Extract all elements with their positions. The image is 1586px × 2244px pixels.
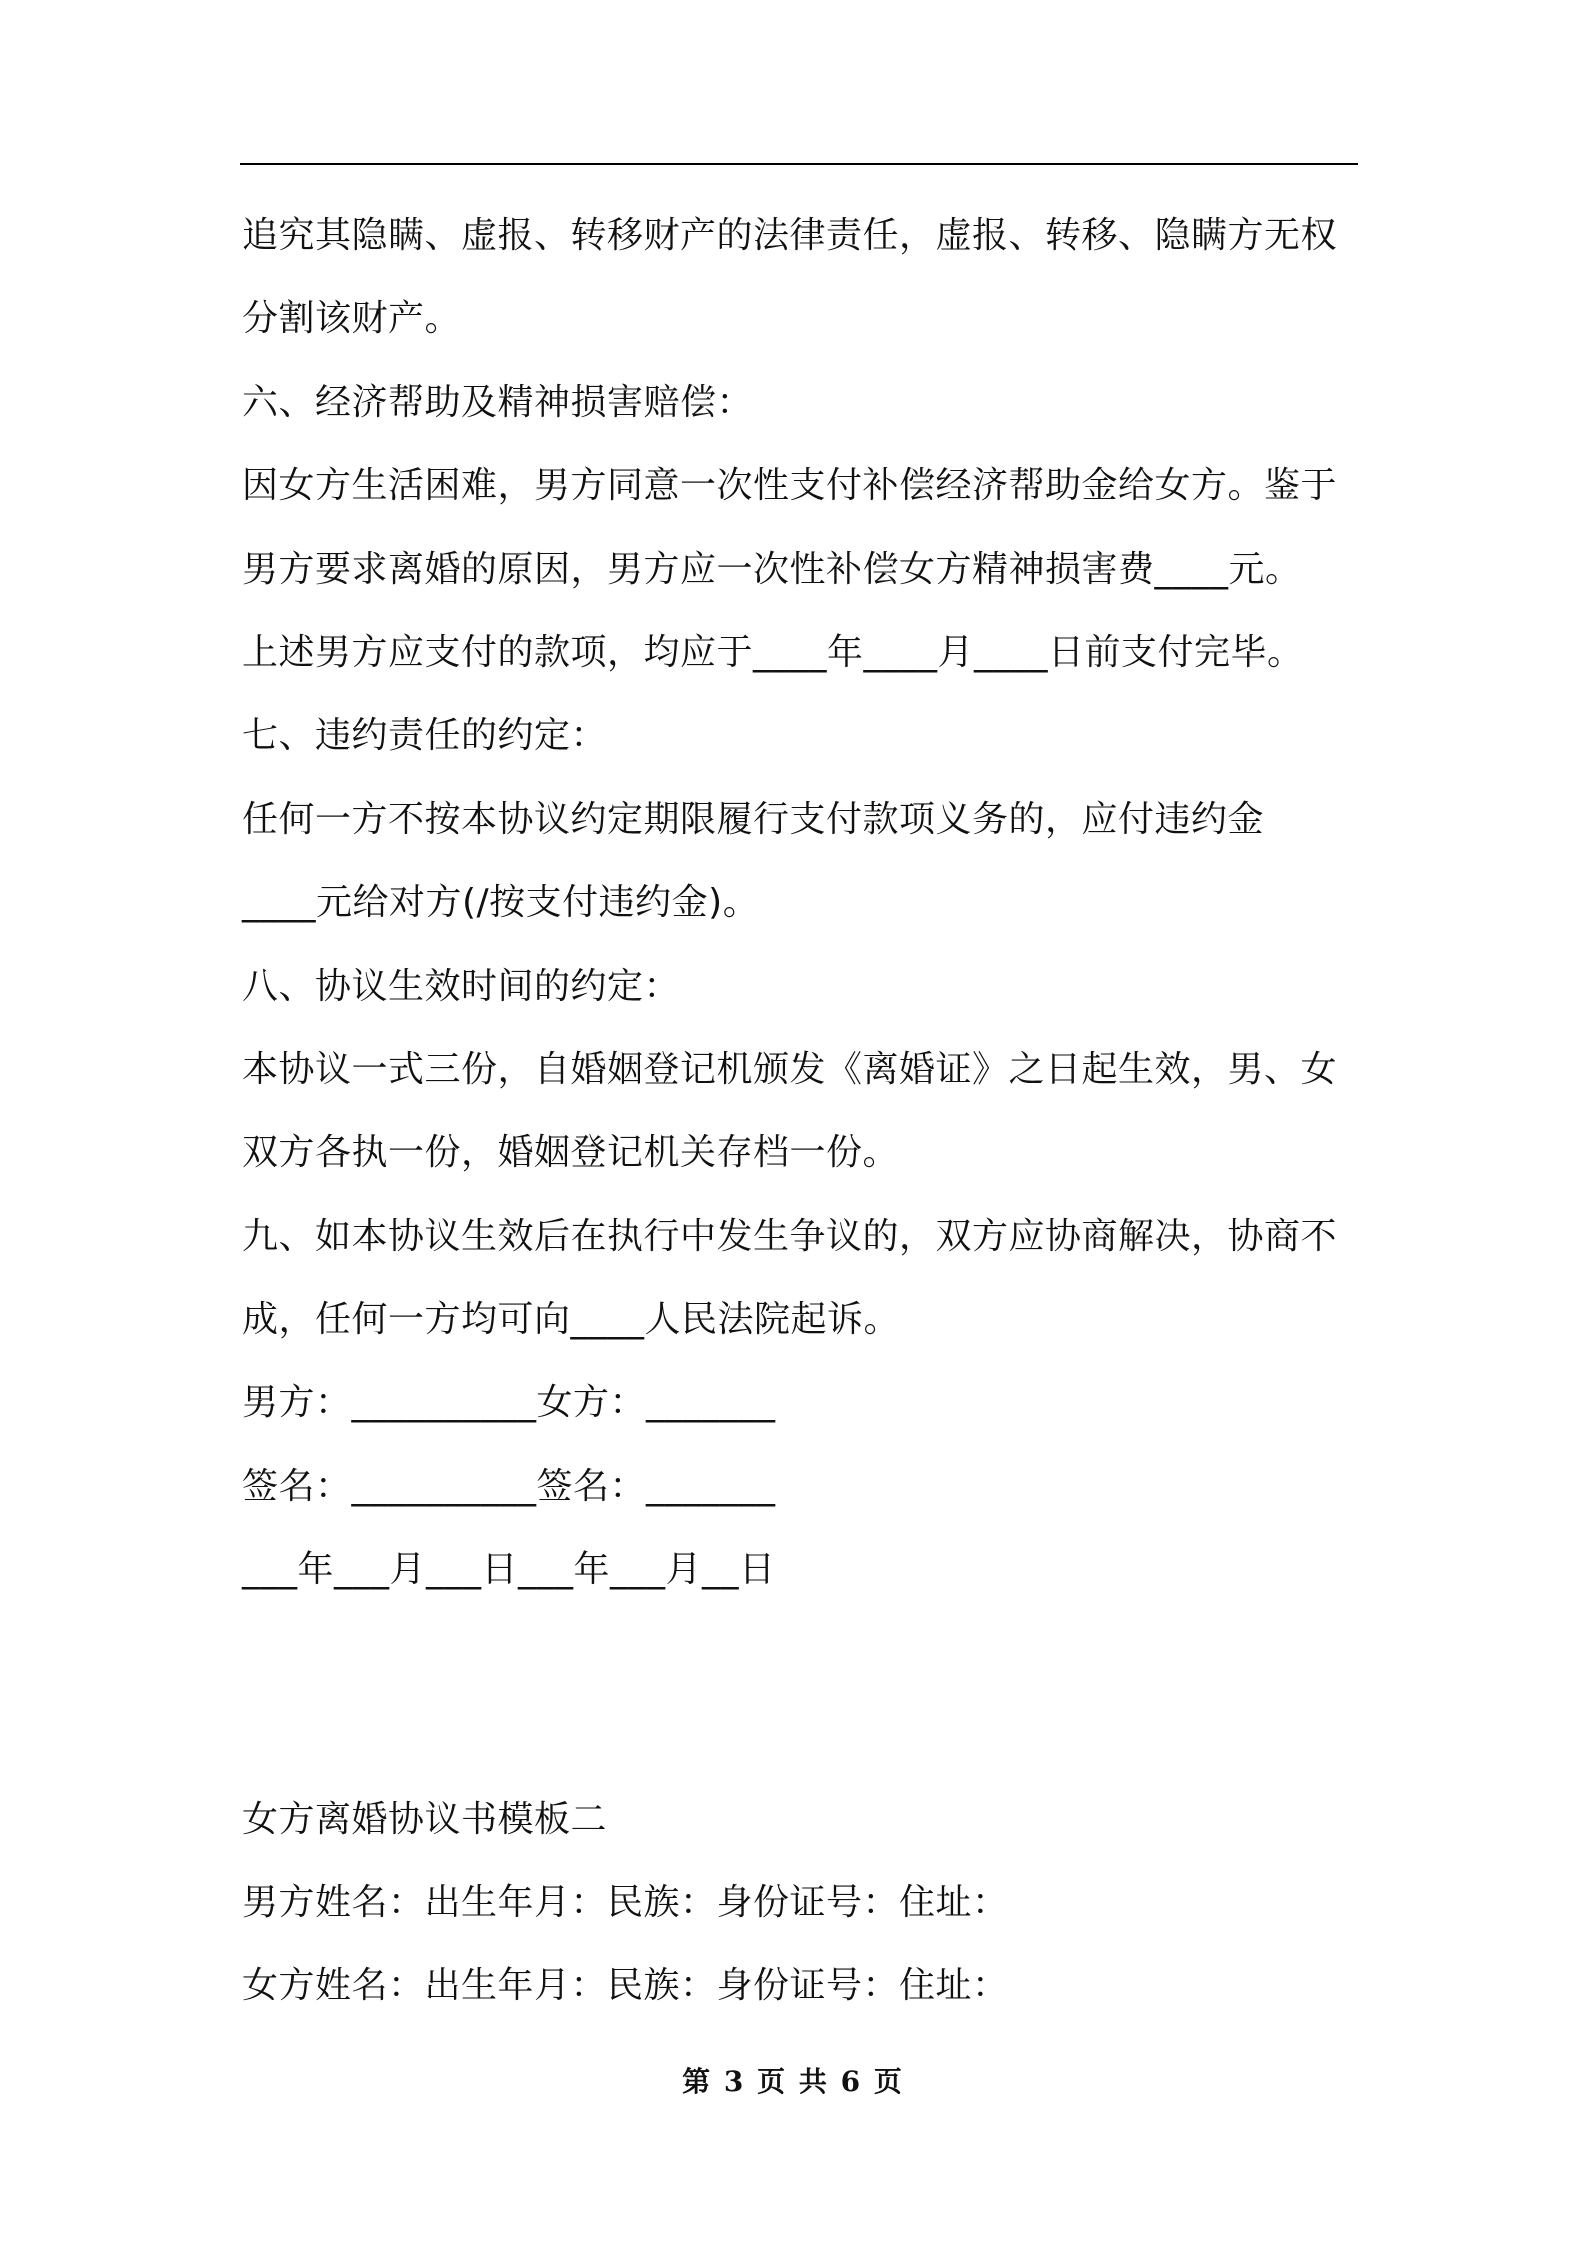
text-line: 上述男方应支付的款项，均应于____年____月____日前支付完毕。 bbox=[242, 631, 1304, 673]
text-line: 任何一方不按本协议约定期限履行支付款项义务的，应付违约金 bbox=[242, 798, 1265, 840]
template-title: 女方离婚协议书模板二 bbox=[242, 1798, 608, 1840]
section-heading-7: 七、违约责任的约定： bbox=[242, 715, 608, 757]
text-line: 分割该财产。 bbox=[242, 298, 462, 340]
header-rule bbox=[240, 163, 1358, 165]
document-body bbox=[242, 194, 1362, 2028]
page-number: 第 3 页 共 6 页 bbox=[682, 2065, 904, 2098]
text-line: 男方要求离婚的原因，男方应一次性补偿女方精神损害费____元。 bbox=[242, 548, 1302, 590]
text-line: 本协议一式三份，自婚姻登记机颁发《离婚证》之日起生效，男、女 bbox=[242, 1048, 1338, 1090]
section-heading-8: 八、协议生效时间的约定： bbox=[242, 965, 681, 1007]
date-line: ___年___月___日___年___月__日 bbox=[242, 1549, 776, 1591]
text-line: ____元给对方(/按支付违约金)。 bbox=[242, 882, 760, 924]
text-line: 追究其隐瞒、虚报、转移财产的法律责任，虚报、转移、隐瞒方无权 bbox=[242, 215, 1338, 256]
female-party-info: 女方姓名：出生年月：民族：身份证号：住址： bbox=[242, 1965, 1009, 2007]
section-gap bbox=[242, 1612, 1362, 1778]
party-line: 男方：__________女方：_______ bbox=[242, 1382, 776, 1424]
section-heading-6: 六、经济帮助及精神损害赔偿： bbox=[242, 381, 754, 423]
section-heading-9: 九、如本协议生效后在执行中发生争议的，双方应协商解决，协商不 bbox=[242, 1215, 1338, 1257]
text-line: 因女方生活困难，男方同意一次性支付补偿经济帮助金给女方。鉴于 bbox=[242, 465, 1338, 507]
text-line: 双方各执一份，婚姻登记机关存档一份。 bbox=[242, 1132, 900, 1174]
text-line: 成，任何一方均可向____人民法院起诉。 bbox=[242, 1299, 901, 1341]
male-party-info: 男方姓名：出生年月：民族：身份证号：住址： bbox=[242, 1882, 1009, 1924]
signature-line: 签名：__________签名：_______ bbox=[242, 1465, 776, 1507]
